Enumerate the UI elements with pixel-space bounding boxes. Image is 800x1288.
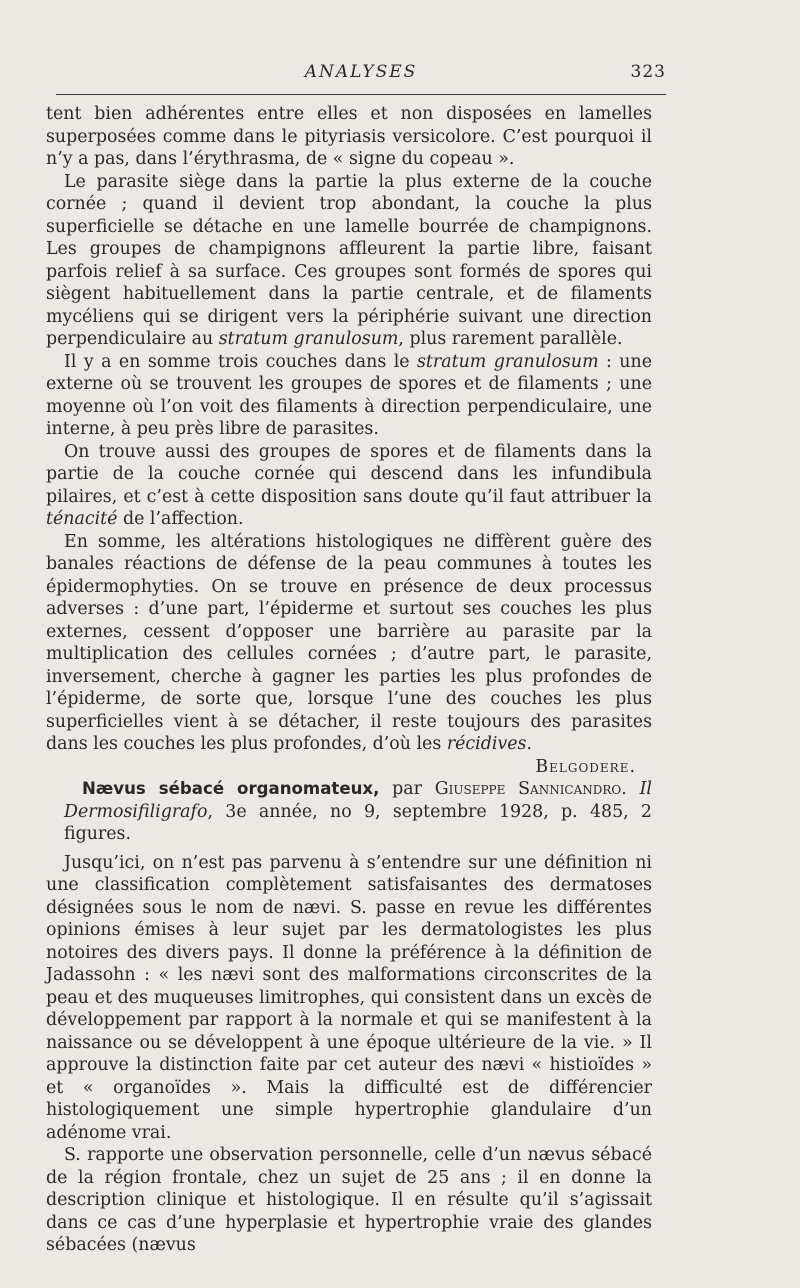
paragraph-continuation: tent bien adhérentes entre elles et non disposées en lamelles superposées comme dans le pityriasis versicolore. C’est pourquoi il n’y a pas, dans l’érythrasma, de « signe du copeau ». [46, 104, 652, 169]
signature-line [46, 756, 652, 779]
text-run: Il y a en somme trois couches dans le [64, 351, 417, 372]
text-run: Le parasite siège dans la partie la plus externe de la couche cornée ; quand il devient trop abondant, la couche la plus superficielle se détache en une lamelle bourrée de champignons. Les groupes de champignons affleurent la partie libre, faisant parfois relief à sa surface. Ces groupes sont formés de spores qui siègent habituellement dans la partie centrale, et de filaments mycéliens qui se dirigent vers la périphérie suivant une direction perpendiculaire au [46, 171, 652, 349]
article-author: Giuseppe Sannicandro [434, 779, 622, 799]
paragraph-observation: S. rapporte une observation personnelle, celle d’un nævus sébacé de la région frontale, chez un sujet de 25 ans ; il en donne la description clinique et histologique. Il en résulte qu’il s’agissait dans ce cas d’une hyperplasie et hypertrophie vraie des glandes sébacées (nævus [46, 1145, 652, 1255]
italic-term: ténacité [46, 509, 118, 529]
body-text [46, 103, 652, 1257]
italic-term: stratum granulosum [218, 329, 399, 349]
text-run: . [621, 779, 640, 799]
article-heading [46, 778, 652, 846]
italic-term: stratum granulosum [417, 351, 599, 372]
italic-term: récidives [446, 734, 527, 754]
running-head [56, 62, 666, 84]
text-run: par [379, 779, 435, 799]
paragraph-definition: Jusqu’ici, on n’est pas parvenu à s’entendre sur une définition ni une classification complètement satisfaisantes des dermatoses désignées sous le nom de nævi. S. passe en revue les différentes opinions émises à leur sujet par les dermatologistes les plus notoires des divers pays. Il donne la préférence à la définition de Jadassohn : « les nævi sont des malformations circonscrites de la peau et des muqueuses limitrophes, qui consistent dans un excès de développement par rapport à la normale et qui se manifestent à la naissance ou se développent à une époque ultérieure de la vie. » Il approuve la distinction faite par cet auteur des nævi « histioïdes » et « organoïdes ». Mais la difficulté est de différencier histologiquement une simple hypertrophie glandulaire d’un adénome vrai. [46, 852, 652, 1143]
running-title: ANALYSES [304, 62, 418, 82]
paragraph-three-layers [46, 351, 652, 441]
review-signature: Belgodere. [535, 756, 636, 777]
text-run: de l’affection. [117, 509, 244, 529]
text-run: : une externe où se trouvent les groupes de spores et de filaments ; une moyenne où l’on voit des filaments à direction perpendiculaire, une interne, à peu près libre de parasites. [46, 351, 652, 439]
text-run: En somme, les altérations histologiques ne diffèrent guère des banales réactions de défense de la peau communes à toutes les épidermophyties. On se trouve en présence de deux processus adverses : d’une part, l’épiderme et surtout ses couches les plus externes, cessent d’opposer une barrière au parasite par la multiplication des cellules cornées ; d’autre part, le parasite, inversement, cherche à gagner les parties les plus profondes de l’épiderme, de sorte que, lorsque l’une des couches les plus superficielles vient à se détacher, il reste toujours des parasites dans les couches les plus profondes, d’où les [46, 531, 652, 754]
paragraph-summary [46, 531, 652, 756]
paragraph-parasite-location [46, 171, 652, 351]
article-title: Nævus sébacé organomateux, [82, 779, 380, 798]
text-run: . [526, 734, 532, 754]
paragraph-infundibula [46, 441, 652, 531]
header-rule [56, 94, 666, 95]
journal-name: Il Dermosifiligrafo [64, 779, 652, 822]
text-run: On trouve aussi des groupes de spores et de filaments dans la partie de la couche cornée qui descend dans les infundibula pilaires, et c’est à cette disposition sans doute qu’il faut attribuer la [46, 441, 652, 507]
text-run: , plus rarement parallèle. [398, 329, 623, 349]
page-number: 323 [630, 62, 666, 82]
article-details: , 3e année, no 9, septembre 1928, p. 485, 2 figures. [64, 801, 652, 844]
